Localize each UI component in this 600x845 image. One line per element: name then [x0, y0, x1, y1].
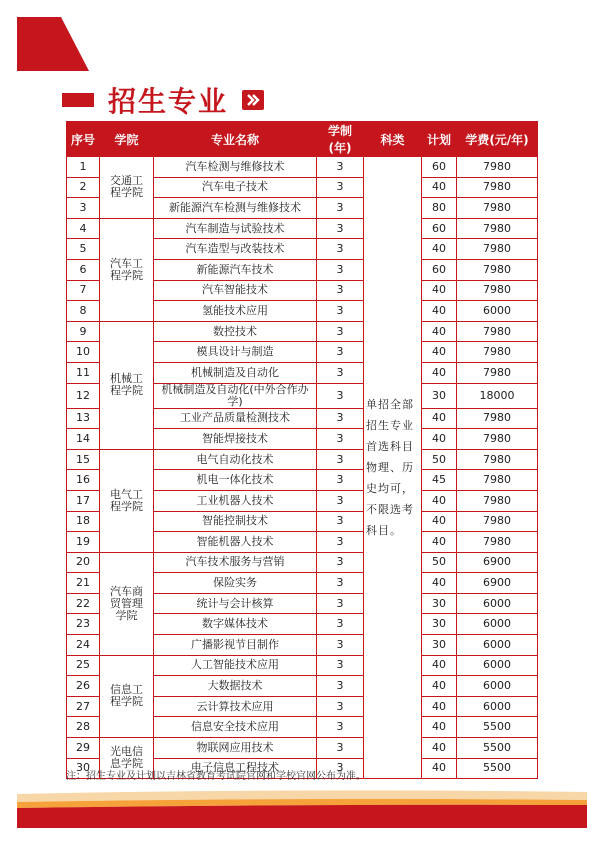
row-number: 28: [67, 717, 100, 738]
tuition-fee: 7980: [457, 177, 538, 198]
duration-years: 3: [317, 383, 364, 408]
tuition-fee: 6000: [457, 301, 538, 322]
table-row: [67, 655, 538, 676]
major-name: 工业机器人技术: [154, 490, 317, 511]
major-name: 智能控制技术: [154, 511, 317, 532]
major-name: 汽车检测与维修技术: [154, 157, 317, 178]
row-number: 4: [67, 218, 100, 239]
tuition-fee: 5500: [457, 738, 538, 759]
major-name: 汽车智能技术: [154, 280, 317, 301]
duration-years: 3: [317, 717, 364, 738]
enrollment-plan: 40: [422, 490, 457, 511]
major-name: 工业产品质量检测技术: [154, 408, 317, 429]
col-header-no: 序号: [67, 122, 100, 157]
tuition-fee: 7980: [457, 362, 538, 383]
major-name: 信息安全技术应用: [154, 717, 317, 738]
duration-years: 3: [317, 408, 364, 429]
duration-years: 3: [317, 157, 364, 178]
college-cell: 汽车工程学院: [100, 218, 154, 321]
duration-years: 3: [317, 301, 364, 322]
table-row: [67, 552, 538, 573]
row-number: 2: [67, 177, 100, 198]
enrollment-plan: 30: [422, 614, 457, 635]
major-name: 机电一体化技术: [154, 470, 317, 491]
duration-years: 3: [317, 614, 364, 635]
subject-note: 单招全部招生专业首选科目物理、历史均可，不限选考科目。: [364, 157, 422, 779]
enrollment-plan: 40: [422, 280, 457, 301]
duration-years: 3: [317, 635, 364, 656]
enrollment-plan: 40: [422, 696, 457, 717]
row-number: 14: [67, 429, 100, 450]
enrollment-plan: 60: [422, 157, 457, 178]
major-name: 汽车技术服务与营销: [154, 552, 317, 573]
tuition-fee: 7980: [457, 321, 538, 342]
row-number: 15: [67, 449, 100, 470]
row-number: 20: [67, 552, 100, 573]
corner-decoration: [17, 17, 89, 71]
major-name: 氢能技术应用: [154, 301, 317, 322]
enrollment-plan: 40: [422, 342, 457, 363]
col-header-years: 学制(年): [317, 122, 364, 157]
duration-years: 3: [317, 218, 364, 239]
college-cell: 交通工程学院: [100, 157, 154, 219]
duration-years: 3: [317, 449, 364, 470]
col-header-college: 学院: [100, 122, 154, 157]
enrollment-plan: 45: [422, 470, 457, 491]
table-row: [67, 449, 538, 470]
enrollment-plan: 30: [422, 635, 457, 656]
footnote: 注：招生专业及计划以吉林省教育考试院官网和学校官网公布为准。: [66, 771, 366, 782]
tuition-fee: 6000: [457, 614, 538, 635]
row-number: 7: [67, 280, 100, 301]
major-name: 新能源汽车检测与维修技术: [154, 198, 317, 219]
duration-years: 3: [317, 696, 364, 717]
row-number: 24: [67, 635, 100, 656]
enrollment-plan: 40: [422, 408, 457, 429]
tuition-fee: 6900: [457, 573, 538, 594]
table-row: [67, 321, 538, 342]
tuition-fee: 7980: [457, 429, 538, 450]
tuition-fee: 7980: [457, 259, 538, 280]
duration-years: 3: [317, 738, 364, 759]
enrollment-plan: 40: [422, 301, 457, 322]
enrollment-plan: 40: [422, 717, 457, 738]
tuition-fee: 7980: [457, 511, 538, 532]
college-cell: 机械工程学院: [100, 321, 154, 449]
major-name: 大数据技术: [154, 676, 317, 697]
tuition-fee: 7980: [457, 157, 538, 178]
tuition-fee: 7980: [457, 239, 538, 260]
enrollment-table: [66, 121, 538, 779]
duration-years: 3: [317, 758, 364, 779]
duration-years: 3: [317, 177, 364, 198]
duration-years: 3: [317, 511, 364, 532]
tuition-fee: 7980: [457, 490, 538, 511]
enrollment-plan: 40: [422, 738, 457, 759]
row-number: 29: [67, 738, 100, 759]
major-name: 人工智能技术应用: [154, 655, 317, 676]
enrollment-plan: 40: [422, 239, 457, 260]
major-name: 物联网应用技术: [154, 738, 317, 759]
major-name: 智能焊接技术: [154, 429, 317, 450]
duration-years: 3: [317, 593, 364, 614]
tuition-fee: 6000: [457, 593, 538, 614]
row-number: 13: [67, 408, 100, 429]
row-number: 25: [67, 655, 100, 676]
row-number: 10: [67, 342, 100, 363]
college-cell: 汽车商贸管理学院: [100, 552, 154, 655]
enrollment-plan: 40: [422, 655, 457, 676]
tuition-fee: 7980: [457, 449, 538, 470]
duration-years: 3: [317, 280, 364, 301]
col-header-subject: 科类: [364, 122, 422, 157]
college-cell: 光电信息学院: [100, 738, 154, 779]
table-header-row: [67, 122, 538, 157]
major-name: 汽车制造与试验技术: [154, 218, 317, 239]
tuition-fee: 18000: [457, 383, 538, 408]
duration-years: 3: [317, 321, 364, 342]
major-name: 广播影视节目制作: [154, 635, 317, 656]
table-row: [67, 218, 538, 239]
col-header-fee: 学费(元/年): [457, 122, 538, 157]
row-number: 26: [67, 676, 100, 697]
row-number: 22: [67, 593, 100, 614]
heading-bar: [62, 93, 94, 107]
major-name: 汽车电子技术: [154, 177, 317, 198]
major-name: 新能源汽车技术: [154, 259, 317, 280]
enrollment-plan: 60: [422, 218, 457, 239]
section-heading: [62, 80, 264, 120]
tuition-fee: 7980: [457, 408, 538, 429]
row-number: 18: [67, 511, 100, 532]
col-header-plan: 计划: [422, 122, 457, 157]
major-name: 电子信息工程技术: [154, 758, 317, 779]
page-title: 招生专业: [108, 85, 229, 118]
duration-years: 3: [317, 470, 364, 491]
tuition-fee: 7980: [457, 218, 538, 239]
double-chevron-right-icon: [242, 90, 264, 110]
row-number: 12: [67, 383, 100, 408]
enrollment-plan: 30: [422, 593, 457, 614]
duration-years: 3: [317, 239, 364, 260]
enrollment-plan: 40: [422, 758, 457, 779]
major-name: 云计算技术应用: [154, 696, 317, 717]
table-row: [67, 738, 538, 759]
row-number: 6: [67, 259, 100, 280]
major-name: 统计与会计核算: [154, 593, 317, 614]
tuition-fee: 7980: [457, 280, 538, 301]
major-name: 数控技术: [154, 321, 317, 342]
college-cell: 信息工程学院: [100, 655, 154, 737]
duration-years: 3: [317, 198, 364, 219]
row-number: 16: [67, 470, 100, 491]
enrollment-plan: 40: [422, 676, 457, 697]
duration-years: 3: [317, 532, 364, 553]
enrollment-plan: 40: [422, 511, 457, 532]
major-name: 数字媒体技术: [154, 614, 317, 635]
tuition-fee: 7980: [457, 198, 538, 219]
tuition-fee: 7980: [457, 342, 538, 363]
enrollment-plan: 80: [422, 198, 457, 219]
duration-years: 3: [317, 676, 364, 697]
enrollment-plan: 40: [422, 321, 457, 342]
col-header-major: 专业名称: [154, 122, 317, 157]
row-number: 3: [67, 198, 100, 219]
duration-years: 3: [317, 655, 364, 676]
row-number: 8: [67, 301, 100, 322]
tuition-fee: 6000: [457, 635, 538, 656]
duration-years: 3: [317, 429, 364, 450]
row-number: 1: [67, 157, 100, 178]
tuition-fee: 7980: [457, 532, 538, 553]
tuition-fee: 5500: [457, 717, 538, 738]
major-name: 智能机器人技术: [154, 532, 317, 553]
enrollment-plan: 50: [422, 552, 457, 573]
row-number: 30: [67, 758, 100, 779]
enrollment-plan: 60: [422, 259, 457, 280]
tuition-fee: 6000: [457, 655, 538, 676]
major-name: 模具设计与制造: [154, 342, 317, 363]
tuition-fee: 6000: [457, 696, 538, 717]
tuition-fee: 5500: [457, 758, 538, 779]
enrollment-plan: 30: [422, 383, 457, 408]
row-number: 17: [67, 490, 100, 511]
major-name: 汽车造型与改装技术: [154, 239, 317, 260]
major-name: 电气自动化技术: [154, 449, 317, 470]
row-number: 23: [67, 614, 100, 635]
footer-stripes: [17, 788, 587, 828]
tuition-fee: 7980: [457, 470, 538, 491]
row-number: 9: [67, 321, 100, 342]
major-name: 保险实务: [154, 573, 317, 594]
row-number: 11: [67, 362, 100, 383]
enrollment-plan: 40: [422, 177, 457, 198]
enrollment-plan: 40: [422, 532, 457, 553]
enrollment-plan: 40: [422, 429, 457, 450]
duration-years: 3: [317, 490, 364, 511]
enrollment-plan: 40: [422, 573, 457, 594]
major-name: 机械制造及自动化: [154, 362, 317, 383]
enrollment-plan: 40: [422, 362, 457, 383]
duration-years: 3: [317, 362, 364, 383]
duration-years: 3: [317, 552, 364, 573]
duration-years: 3: [317, 259, 364, 280]
row-number: 27: [67, 696, 100, 717]
college-cell: 电气工程学院: [100, 449, 154, 552]
row-number: 21: [67, 573, 100, 594]
tuition-fee: 6000: [457, 676, 538, 697]
major-name: 机械制造及自动化(中外合作办学): [154, 383, 317, 408]
tuition-fee: 6900: [457, 552, 538, 573]
table-row: [67, 157, 538, 178]
duration-years: 3: [317, 573, 364, 594]
enrollment-plan: 50: [422, 449, 457, 470]
duration-years: 3: [317, 342, 364, 363]
row-number: 19: [67, 532, 100, 553]
row-number: 5: [67, 239, 100, 260]
